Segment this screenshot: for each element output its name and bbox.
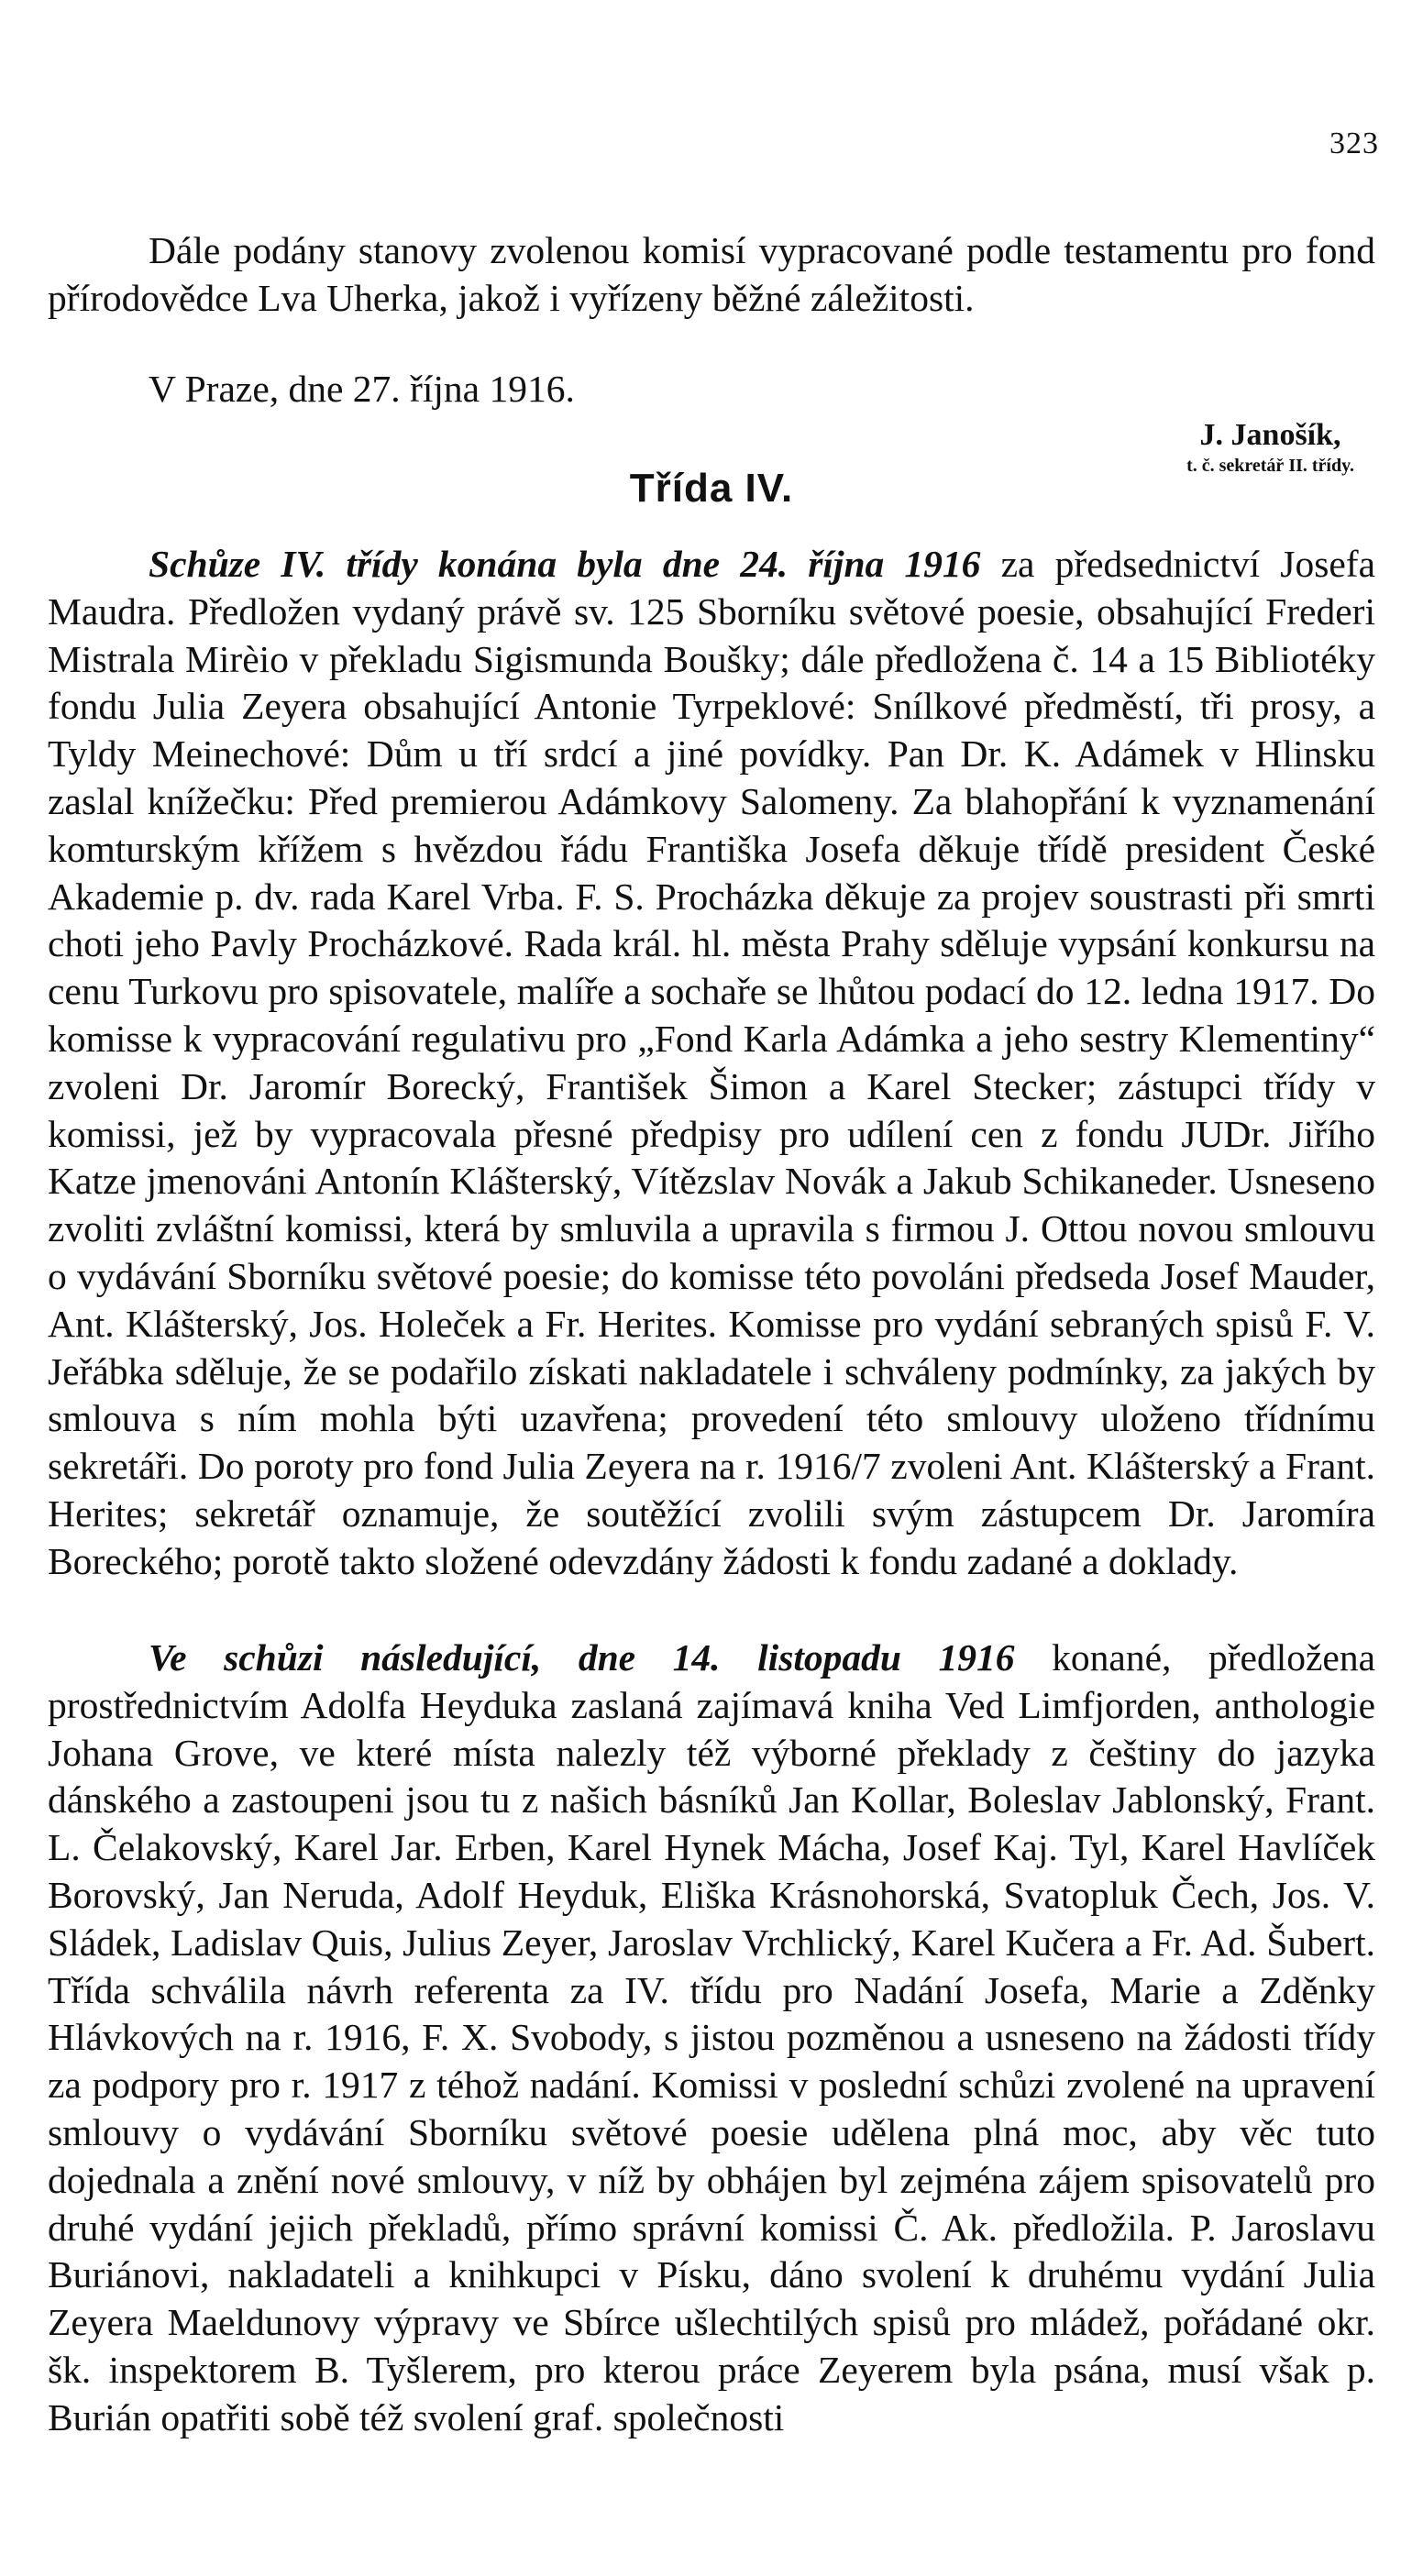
dateline: V Praze, dne 27. října 1916.	[149, 368, 575, 410]
paragraph-2-lead: Ve schůzi následující, dne 14. listopadu 1916	[149, 1636, 1015, 1679]
section-heading: Třída IV.	[629, 466, 794, 511]
paragraph-1-lead: Schůze IV. třídy konána byla dne 24. října 1916	[149, 543, 981, 585]
meeting-paragraph-2	[48, 1635, 1375, 2442]
signature-title: t. č. sekretář II. třídy.	[1186, 456, 1354, 476]
paragraph-1-body: za předsednictví Josefa Maudra. Předložen vydaný právě sv. 125 Sborníku světové poesie, obsahující Frederi Mistrala Mirèio v překladu Sigismunda Boušky; dále předložena č. 14 a 15 Bibliotéky fondu Julia Zeyera obsahující Antonie Tyrpeklové: Snílkové předměstí, tři prosy, a Tyldy Meinechové: Dům u tří srdcí a jiné povídky. Pan Dr. K. Adámek v Hlinsku zaslal knížečku: Před premierou Adámkovy Salomeny. Za blahopřání k vyznamenání komturským křížem s hvězdou řádu Františka Josefa děkuje třídě president České Akademie p. dv. rada Karel Vrba. F. S. Procházka děkuje za projev soustrasti při smrti choti jeho Pavly Procházkové. Rada král. hl. města Prahy sděluje vypsání konkursu na cenu Turkovu pro spisovatele, malíře a sochaře se lhůtou podací do 12. ledna 1917. Do komisse k vypracování regulativu pro „Fond Karla Adámka a jeho sestry Klementiny“ zvoleni Dr. Jaromír Borecký, František Šimon a Karel Stecker; zástupci třídy v komissi, jež by vypracovala přesné předpisy pro udílení cen z fondu JUDr. Jiřího Katze jmenováni Antonín Klášterský, Vítězslav Novák a Jakub Schikaneder. Usneseno zvoliti zvláštní komissi, která by smluvila a upravila s firmou J. Ottou novou smlouvu o vydávání Sborníku světové poesie; do komisse této povoláni předseda Josef Mauder, Ant. Klášterský, Jos. Holeček a Fr. Herites. Komisse pro vydání sebraných spisů F. V. Jeřábka sděluje, že se podařilo získati nakladatele i schváleny podmínky, za jakých by smlouva s ním mohla býti uzavřena; provedení této smlouvy uloženo třídnímu sekretáři. Do poroty pro fond Julia Zeyera na r. 1916/7 zvoleni Ant. Klášterský a Frant. Herites; sekretář oznamuje, že soutěžící zvolili svým zástupcem Dr. Jaromíra Boreckého; porotě takto složené odevzdány žádosti k fondu zadané a doklady.	[48, 543, 1375, 1582]
page-number: 323	[1329, 127, 1379, 160]
paragraph-1-text	[48, 541, 1375, 1586]
paragraph-2-text	[48, 1635, 1375, 2442]
signature-name: J. Janošík,	[1199, 418, 1341, 452]
paragraph-2-body: konané, předložena prostřednictvím Adolfa Heyduka zaslaná zajímavá kniha Ved Limfjorden, anthologie Johana Grove, ve které místa nalezly též výborné překlady z češtiny do jazyka dánského a zastoupeni jsou tu z našich básníků Jan Kollar, Boleslav Jablonský, Frant. L. Čelakovský, Karel Jar. Erben, Karel Hynek Mácha, Josef Kaj. Tyl, Karel Havlíček Borovský, Jan Neruda, Adolf Heyduk, Eliška Krásnohorská, Svatopluk Čech, Jos. V. Sládek, Ladislav Quis, Julius Zeyer, Jaroslav Vrchlický, Karel Kučera a Fr. Ad. Šubert. Třída schválila návrh referenta za IV. třídu pro Nadání Josefa, Marie a Zděnky Hlávkových na r. 1916, F. X. Svobody, s jistou pozměnou a usneseno na žádosti třídy za podpory pro r. 1917 z téhož nadání. Komissi v poslední schůzi zvolené na upravení smlouvy o vydávání Sborníku světové poesie udělena plná moc, aby věc tuto dojednala a znění nové smlouvy, v níž by obhájen byl zejména zájem spisovatelů pro druhé vydání jejich překladů, přímo správní komissi Č. Ak. předložila. P. Jaroslavu Buriánovi, nakladateli a knihkupci v Písku, dáno svolení k druhému vydání Julia Zeyera Maeldunovy výpravy ve Sbírce ušlechtilých spisů pro mládež, pořádané okr. šk. inspektorem B. Tyšlerem, pro kterou práce Zeyerem byla psána, musí však p. Burián opatřiti sobě též svolení graf. společnosti	[48, 1636, 1375, 2438]
intro-paragraph	[48, 227, 1375, 323]
intro-text: Dále podány stanovy zvolenou komisí vypracované podle testamentu pro fond přírodovědce Lva Uherka, jakož i vyřízeny běžné záležitosti.	[48, 229, 1375, 319]
meeting-paragraph-1	[48, 541, 1375, 1586]
